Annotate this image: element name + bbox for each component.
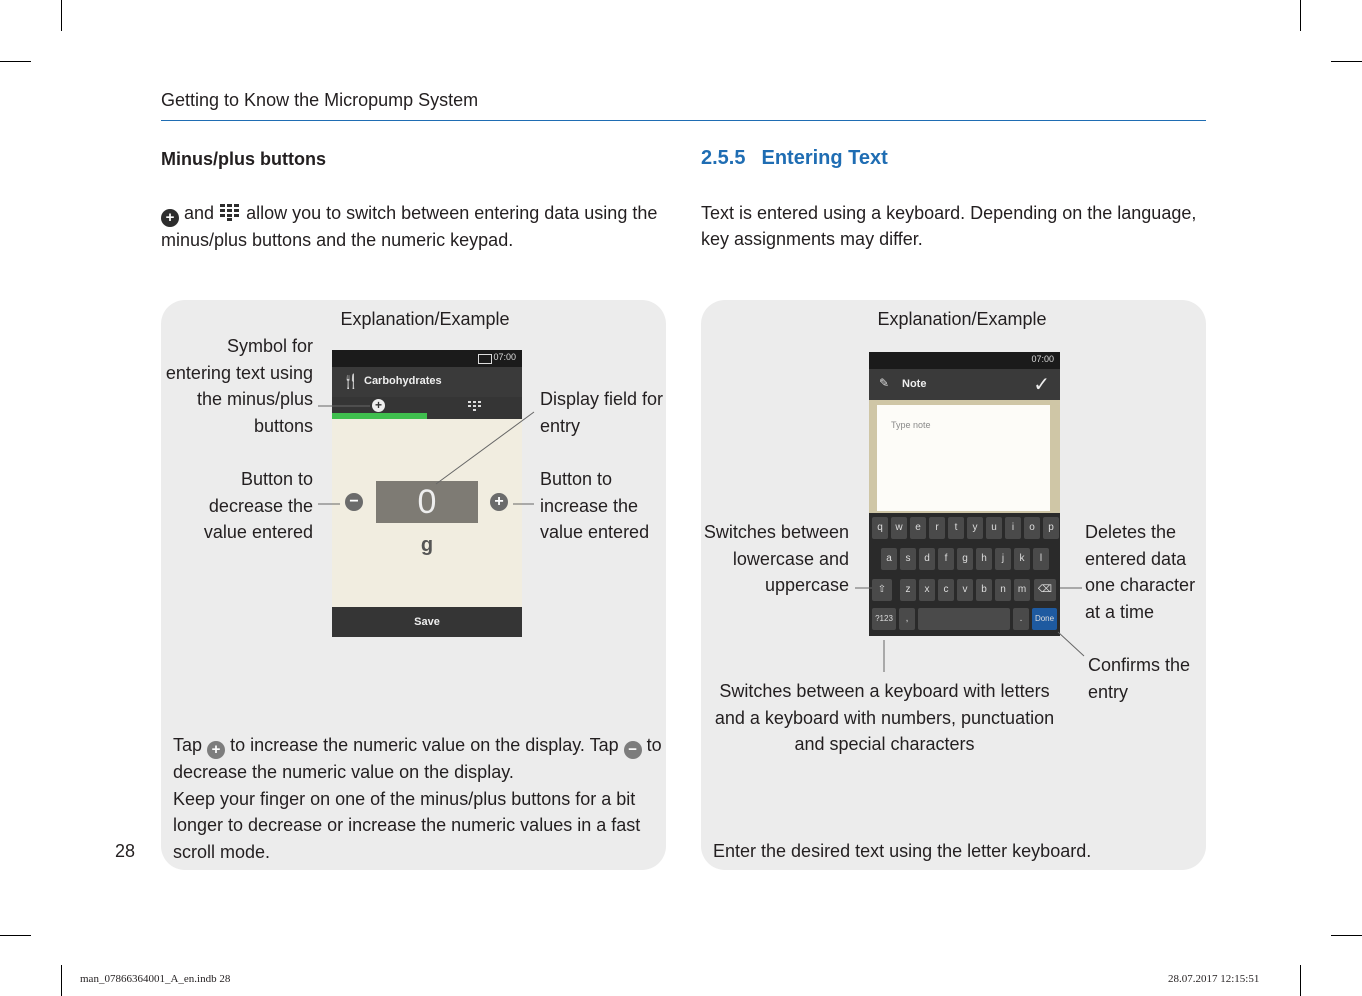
key-y[interactable]: y bbox=[967, 517, 983, 539]
intro-rest: allow you to switch between entering data using the bbox=[246, 203, 658, 223]
callout-confirm: Confirms the entry bbox=[1088, 655, 1191, 702]
confirm-check-button[interactable]: ✓ bbox=[1033, 374, 1050, 396]
key-r[interactable]: r bbox=[929, 517, 945, 539]
minus-button[interactable]: − bbox=[345, 493, 363, 511]
key-j[interactable]: j bbox=[995, 548, 1011, 570]
footer-file: man_07866364001_A_en.indb 28 bbox=[80, 973, 231, 985]
backspace-key[interactable]: ⌫ bbox=[1034, 579, 1056, 601]
value-display-field: 0 bbox=[376, 481, 478, 523]
key-z[interactable]: z bbox=[900, 579, 916, 601]
callout-increase: Button to increase the value entered bbox=[540, 469, 650, 542]
key-b[interactable]: b bbox=[976, 579, 992, 601]
status-time: 07:00 bbox=[493, 352, 516, 362]
status-time: 07:00 bbox=[1031, 354, 1054, 364]
period-key[interactable]: . bbox=[1013, 608, 1029, 630]
tab-plus-minus-icon[interactable]: + bbox=[372, 399, 385, 412]
key-i[interactable]: i bbox=[1005, 517, 1021, 539]
intro-line1: Text is entered using a keyboard. Depending on the language, bbox=[701, 203, 1197, 223]
done-key[interactable]: Done bbox=[1032, 608, 1057, 630]
key-w[interactable]: w bbox=[891, 517, 907, 539]
key-v[interactable]: v bbox=[957, 579, 973, 601]
callout-switch-keyboard: Switches between a keyboard with letters and a keyboard with numbers, punctuation and special characters bbox=[714, 681, 1055, 754]
key-g[interactable]: g bbox=[957, 548, 973, 570]
description-right: Enter the desired text using the letter keyboard. bbox=[713, 841, 1092, 861]
key-h[interactable]: h bbox=[976, 548, 992, 570]
intro-line2: key assignments may differ. bbox=[701, 229, 923, 249]
callout-decrease: Button to decrease the value entered bbox=[203, 469, 313, 542]
intro-and: and bbox=[184, 203, 215, 223]
key-l[interactable]: l bbox=[1033, 548, 1049, 570]
number-mode-key[interactable]: ?123 bbox=[872, 608, 896, 630]
panel-title-left: Explanation/Example bbox=[340, 309, 510, 329]
desc-line3: Keep your finger on one of the minus/plus buttons for a bit bbox=[173, 788, 636, 809]
key-t[interactable]: t bbox=[948, 517, 964, 539]
key-c[interactable]: c bbox=[938, 579, 954, 601]
save-button[interactable]: Save bbox=[332, 607, 522, 637]
note-icon: ✎ bbox=[879, 376, 890, 390]
key-f[interactable]: f bbox=[938, 548, 954, 570]
key-x[interactable]: x bbox=[919, 579, 935, 601]
callout-symbol: Symbol for entering text using the minus/plus buttons bbox=[165, 336, 313, 436]
screen-title: Note bbox=[902, 378, 927, 390]
desc-to: to bbox=[646, 735, 662, 755]
unit-label: g bbox=[420, 534, 434, 556]
key-s[interactable]: s bbox=[900, 548, 916, 570]
running-header: Getting to Know the Micropump System bbox=[161, 90, 479, 110]
desc-mid: to increase the numeric value on the display. Tap bbox=[230, 735, 619, 755]
desc-line5: scroll mode. bbox=[173, 842, 271, 863]
comma-key[interactable]: , bbox=[899, 608, 915, 630]
key-m[interactable]: m bbox=[1014, 579, 1030, 601]
key-u[interactable]: u bbox=[986, 517, 1002, 539]
screen-title: Carbohydrates bbox=[364, 375, 442, 387]
key-a[interactable]: a bbox=[881, 548, 897, 570]
section-title: Entering Text bbox=[761, 147, 888, 169]
shift-key[interactable]: ⇧ bbox=[872, 579, 892, 601]
key-q[interactable]: q bbox=[872, 517, 888, 539]
key-d[interactable]: d bbox=[919, 548, 935, 570]
plus-button[interactable]: + bbox=[490, 493, 508, 511]
minus-circle-icon: − bbox=[624, 741, 642, 759]
callout-delete: Deletes the entered data one character at a time bbox=[1085, 522, 1196, 622]
fork-knife-icon: 🍴 bbox=[342, 373, 360, 389]
note-placeholder: Type note bbox=[891, 420, 931, 430]
plus-circle-icon: + bbox=[207, 741, 225, 759]
key-o[interactable]: o bbox=[1024, 517, 1040, 539]
intro-line2: minus/plus buttons and the numeric keypad. bbox=[161, 230, 514, 250]
plus-circle-icon: + bbox=[161, 209, 179, 227]
desc-line2: decrease the numeric value on the display. bbox=[173, 762, 514, 782]
key-k[interactable]: k bbox=[1014, 548, 1030, 570]
section-heading-minus-plus: Minus/plus buttons bbox=[161, 149, 326, 169]
callout-case: Switches between lowercase and uppercase bbox=[703, 522, 849, 595]
panel-title-right: Explanation/Example bbox=[877, 309, 1047, 329]
desc-tap: Tap bbox=[173, 735, 203, 755]
section-number: 2.5.5 bbox=[701, 147, 746, 169]
key-n[interactable]: n bbox=[995, 579, 1011, 601]
callout-display-field: Display field for entry bbox=[540, 389, 664, 436]
footer-date: 28.07.2017 12:15:51 bbox=[1168, 973, 1260, 985]
page-number: 28 bbox=[115, 841, 136, 861]
desc-line4: longer to decrease or increase the numeric values in a fast bbox=[173, 815, 641, 836]
key-p[interactable]: p bbox=[1043, 517, 1059, 539]
key-e[interactable]: e bbox=[910, 517, 926, 539]
